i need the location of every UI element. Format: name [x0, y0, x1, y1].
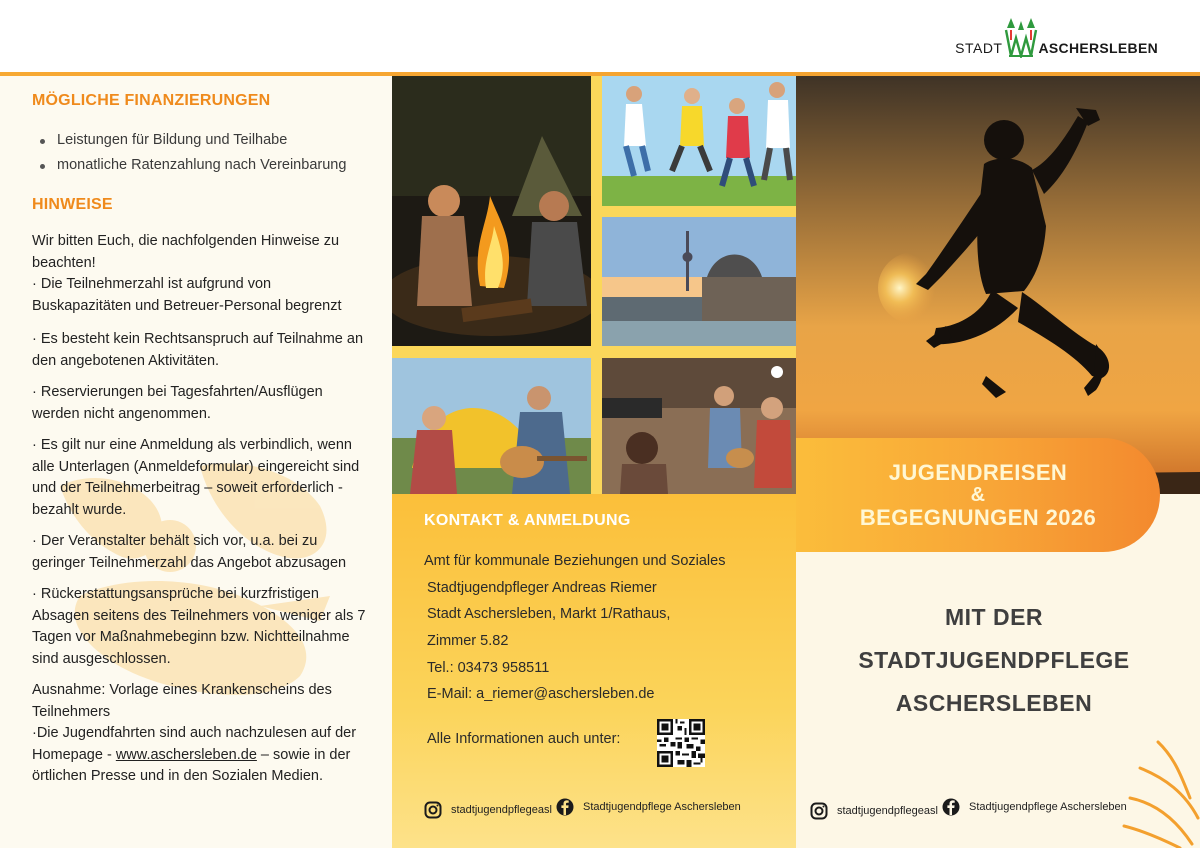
kontakt-line: Zimmer 5.82 [427, 633, 509, 650]
decorative-scribble [1120, 738, 1200, 848]
kontakt-heading: KONTAKT & ANMELDUNG [424, 512, 631, 529]
instagram-icon [810, 802, 828, 820]
hinweise-body [32, 231, 372, 788]
qr-code[interactable] [657, 719, 705, 767]
facebook-icon [942, 798, 960, 816]
finanzierungen-heading: MÖGLICHE FINANZIERUNGEN [32, 92, 271, 109]
left-panel [0, 76, 392, 848]
subtitle-block [796, 596, 1192, 725]
ausnahme-text: Ausnahme: Vorlage eines Krankenscheins des Teilnehmers [32, 682, 332, 720]
kontakt-details [424, 548, 784, 708]
photo-berlin [602, 217, 796, 346]
subtitle-line-1: MIT DER [944, 604, 1044, 630]
middle-panel [392, 76, 796, 848]
title-line-1: JUGENDREISEN [888, 460, 1068, 485]
instagram-icon [424, 801, 442, 819]
list-item: Leistungen für Bildung und Teilhabe [40, 128, 346, 153]
hinweise-item: · Die Teilnehmerzahl ist aufgrund von Buskapazitäten und Betreuer-Personal begrenzt [32, 276, 342, 314]
homepage-text-post: – sowie in der örtlichen Presse und in den Sozialen Medien. [32, 746, 351, 784]
homepage-link[interactable]: www.aschersleben.de [115, 746, 257, 763]
facebook-icon [556, 798, 574, 816]
instagram-link[interactable] [424, 801, 552, 819]
title-banner [796, 438, 1160, 552]
instagram-handle: stadtjugendpflegeasl [451, 804, 552, 816]
header-bar [0, 0, 1200, 74]
hinweise-item: · Der Veranstalter behält sich vor, u.a. bei zu geringer Teilnehmerzahl das Angebot abzusagen [32, 533, 347, 571]
subtitle-line-2: STADTJUGENDPFLEGE [858, 647, 1130, 673]
hinweise-item: · Reservierungen bei Tagesfahrten/Ausflügen werden nicht angenommen. [32, 384, 323, 422]
finanzierungen-list [40, 128, 346, 178]
facebook-name: Stadtjugendpflege Aschersleben [969, 801, 1127, 813]
instagram-handle: stadtjugendpflegeasl [837, 805, 938, 817]
photo-camping-guitar [392, 358, 591, 494]
photo-campfire [392, 76, 591, 346]
homepage-text-pre: ·Die Jugendfahrten sind auch nachzulesen auf der Homepage - [32, 725, 357, 763]
kontakt-line: Stadtjugendpfleger Andreas Riemer [427, 579, 657, 596]
facebook-link[interactable] [942, 798, 1127, 816]
facebook-link[interactable] [556, 798, 741, 816]
hinweise-item: · Es besteht kein Rechtsanspruch auf Teilnahme an den angebotenen Aktivitäten. [32, 331, 364, 369]
subtitle-line-3: ASCHERSLEBEN [895, 690, 1093, 716]
photo-jumping-friends [602, 76, 796, 206]
kontakt-email[interactable]: E-Mail: a_riemer@aschersleben.de [427, 686, 655, 703]
facebook-name: Stadtjugendpflege Aschersleben [583, 801, 741, 813]
city-logo[interactable] [955, 16, 1158, 58]
photo-music-group [602, 358, 796, 494]
right-panel [796, 76, 1200, 848]
kontakt-line: Stadt Aschersleben, Markt 1/Rathaus, [427, 606, 671, 623]
title-ampersand: & [970, 484, 986, 506]
hero-photo-jumping-silhouette [796, 76, 1200, 494]
kontakt-line: Amt für kommunale Beziehungen und Soziales [424, 553, 726, 569]
hinweise-item: · Rückerstattungsansprüche bei kurzfristigen Absagen seitens des Teilnehmers von weniger als 7 Tagen vor Maßnahmebeginn bzw. Nichtteilnahme sind ausgeschlossen. [32, 586, 366, 667]
instagram-link[interactable] [810, 802, 938, 820]
hinweise-intro: Wir bitten Euch, die nachfolgenden Hinweise zu beachten! [32, 233, 340, 271]
alle-informationen-text: Alle Informationen auch unter: [427, 731, 621, 747]
city-logo-icon [1004, 16, 1038, 58]
kontakt-phone[interactable]: Tel.: 03473 958511 [427, 659, 550, 676]
title-line-2: BEGEGNUNGEN 2026 [859, 505, 1097, 530]
logo-stadt-text: STADT [955, 40, 1003, 56]
hinweise-item: · Es gilt nur eine Anmeldung als verbindlich, wenn alle Unterlagen (Anmeldeformular) eingereicht sind und der Teilnehmerbeitrag – soweit erforderlich - bezahlt wurde. [32, 437, 360, 518]
logo-name-text: ASCHERSLEBEN [1038, 40, 1158, 56]
list-item: monatliche Ratenzahlung nach Vereinbarung [40, 153, 346, 178]
hinweise-heading: HINWEISE [32, 196, 113, 213]
